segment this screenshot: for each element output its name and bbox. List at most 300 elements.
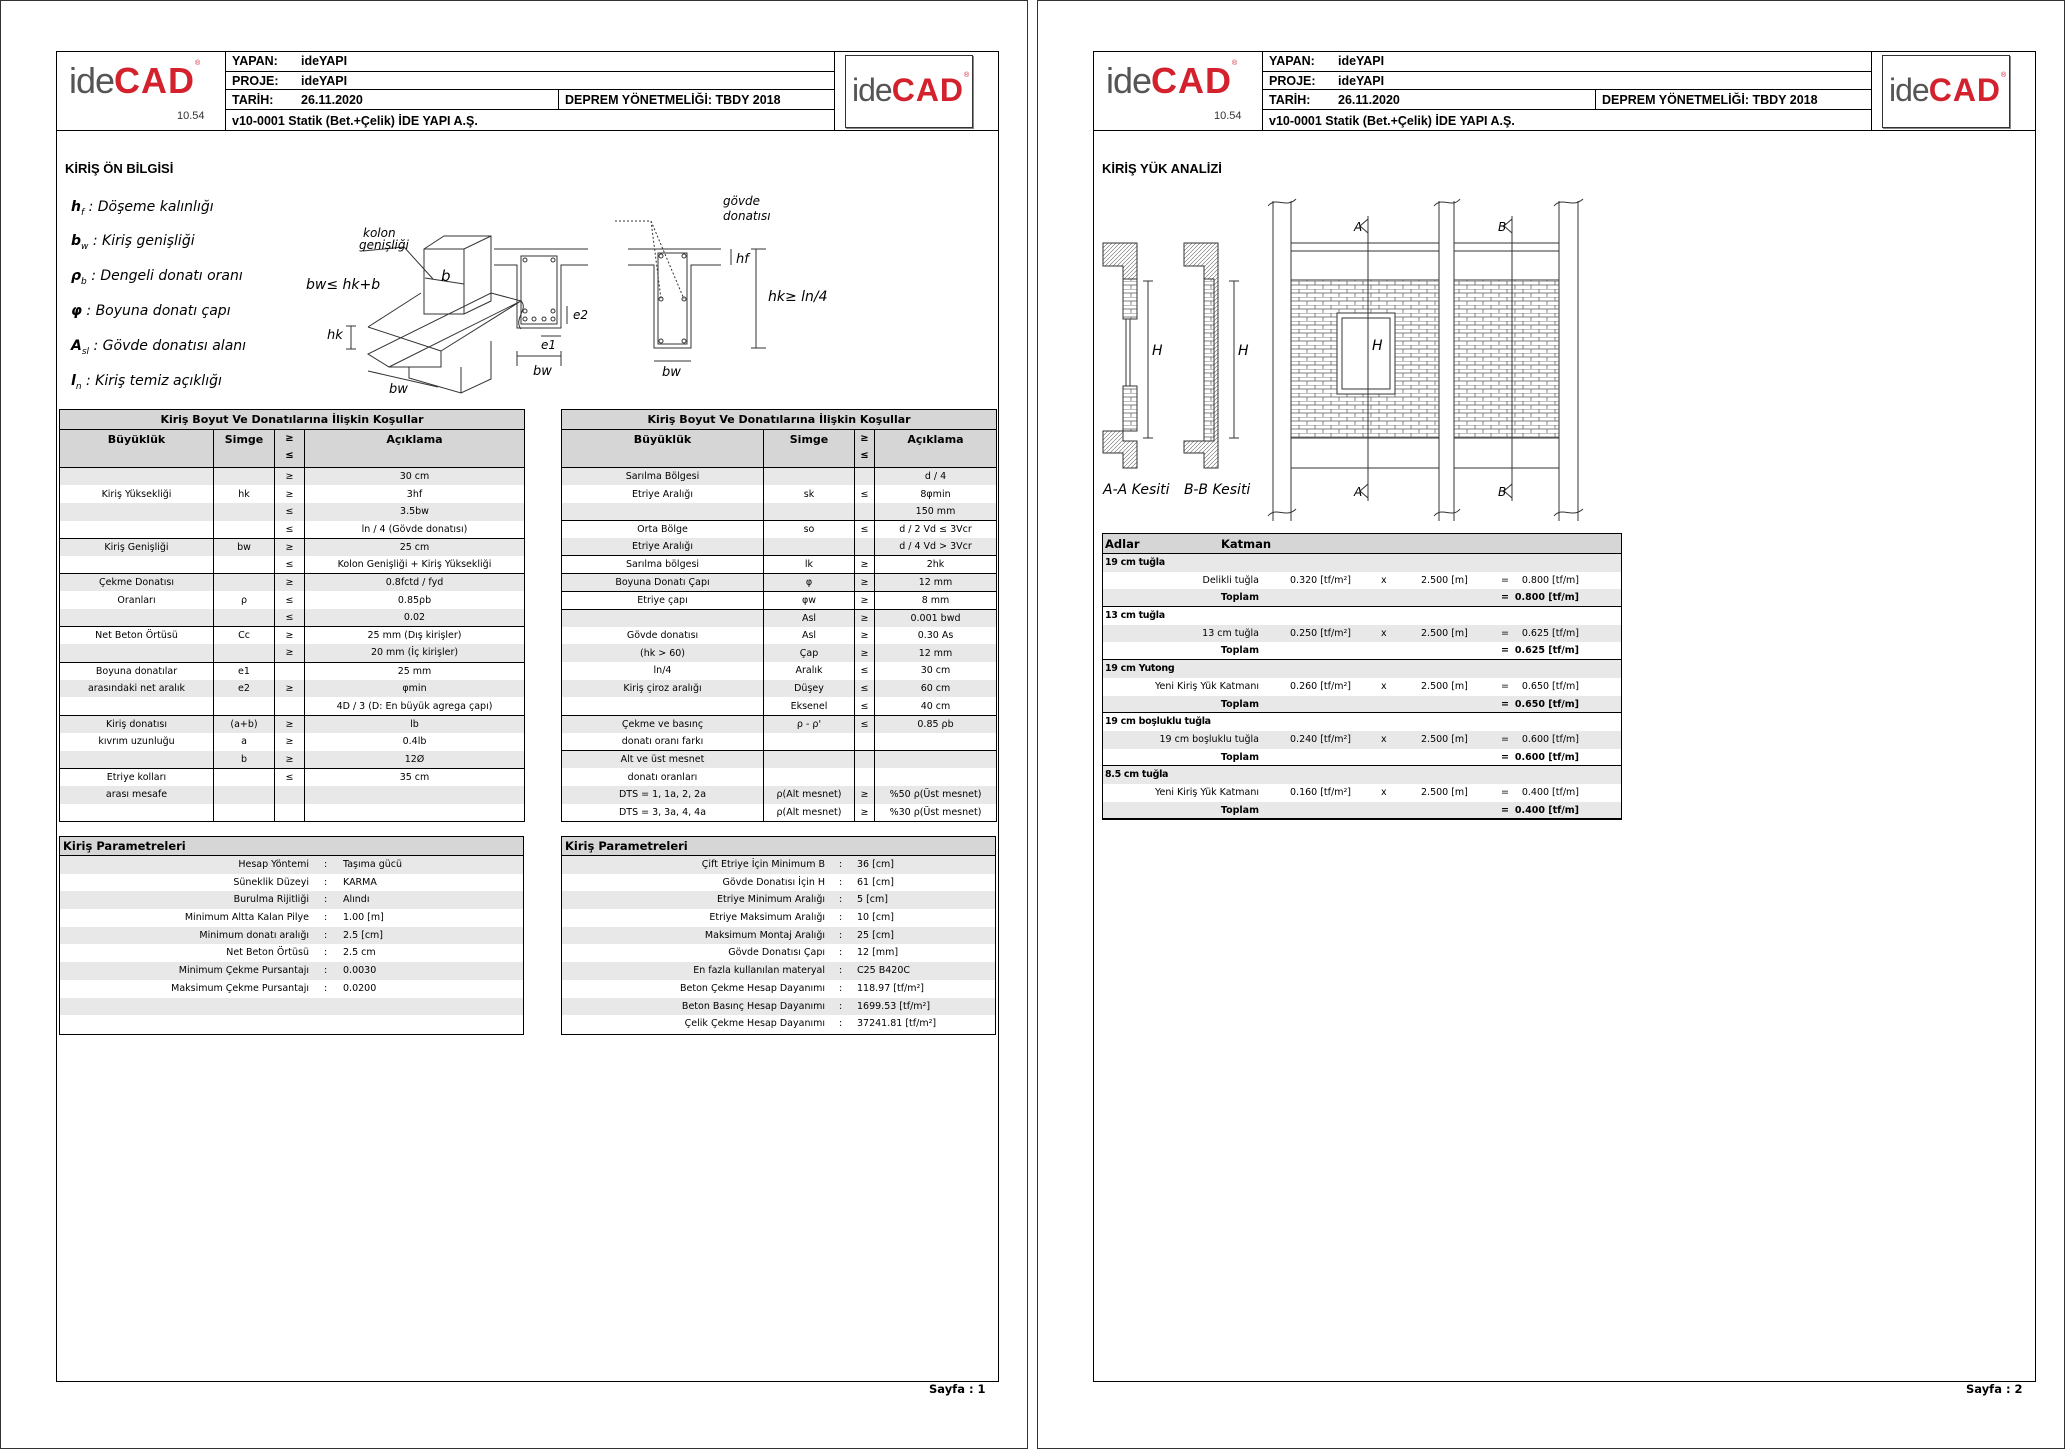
multiply-sign: x: [1381, 733, 1387, 745]
param-colon: :: [324, 965, 328, 977]
multiply-sign: x: [1381, 786, 1387, 798]
cell-quantity: arası mesafe: [60, 786, 214, 804]
cell-quantity: Çekme Donatısı: [60, 574, 214, 592]
cell-description: 8φmin: [875, 485, 997, 503]
param-row: [60, 874, 523, 892]
param-value: 1699.53 [tf/m²]: [857, 1000, 931, 1012]
cell-comparison: [275, 697, 305, 715]
cell-description: 20 mm (İç kirişler): [305, 644, 525, 662]
table-row: [562, 644, 997, 662]
param-row: [562, 874, 995, 892]
cell-description: Kolon Genişliği + Kiriş Yüksekliği: [305, 556, 525, 574]
cell-comparison: ≤: [275, 591, 305, 609]
layer-load: 0.240 [tf/m²]: [1290, 733, 1351, 745]
cell-comparison: ≥: [855, 574, 875, 592]
cell-comparison: ≥: [855, 591, 875, 609]
cell-comparison: [275, 804, 305, 822]
cell-comparison: ≤: [855, 521, 875, 539]
cell-symbol: [214, 768, 275, 786]
param-label: Beton Basınç Hesap Dayanımı: [681, 1000, 825, 1012]
tarih-value: 26.11.2020: [1338, 93, 1400, 107]
param-row: [60, 944, 523, 962]
table-row: [60, 521, 525, 539]
version-line: v10-0001 Statik (Bet.+Çelik) İDE YAPI A.Ş.: [232, 114, 478, 128]
label-a-top: A: [1354, 220, 1363, 234]
load-group-title-row: [1103, 766, 1621, 784]
cell-description: 30 cm: [875, 662, 997, 680]
equals-sign: =: [1501, 733, 1509, 745]
table-row: [60, 644, 525, 662]
yapan-value: ideYAPI: [1338, 54, 1385, 68]
cell-symbol: [214, 468, 275, 486]
label-a-bottom: A: [1354, 485, 1363, 499]
cell-comparison: [855, 538, 875, 556]
table-row: [60, 786, 525, 804]
section-a-a-drawing: [1103, 243, 1153, 468]
param-colon: :: [324, 912, 328, 924]
cell-symbol: a: [214, 733, 275, 751]
layer-result: 0.400 [tf/m]: [1521, 786, 1579, 798]
layer-result: 0.800 [tf/m]: [1521, 574, 1579, 586]
label-govde: gövde: [723, 194, 761, 208]
idecad-logo: ideCAD®: [69, 60, 200, 101]
load-layer-row: [1103, 731, 1621, 749]
total-value: 0.650 [tf/m]: [1514, 698, 1579, 710]
version-line: v10-0001 Statik (Bet.+Çelik) İDE YAPI A.Ş.: [1269, 114, 1515, 128]
cell-symbol: [764, 468, 855, 486]
group-name: 13 cm tuğla: [1105, 610, 1165, 622]
cell-quantity: [60, 556, 214, 574]
cell-comparison: ≤: [275, 556, 305, 574]
label-donatisi: donatısı: [723, 209, 771, 223]
table-row: [562, 538, 997, 556]
load-group-title-row: [1103, 660, 1621, 678]
cell-comparison: ≤: [275, 521, 305, 539]
cell-symbol: Cc: [214, 627, 275, 645]
table-row: [60, 715, 525, 733]
page-1: [0, 0, 1028, 1449]
cell-quantity: arasındaki net aralık: [60, 680, 214, 698]
cell-quantity: Kiriş Genişliği: [60, 538, 214, 556]
cell-quantity: donatı oranları: [562, 768, 764, 786]
cell-comparison: [855, 751, 875, 769]
param-value: 61 [cm]: [857, 876, 894, 888]
cell-description: 0.02: [305, 609, 525, 627]
param-colon: :: [839, 1018, 843, 1030]
param-label: Minimum Altta Kalan Pilye: [184, 912, 309, 924]
total-label: Toplam: [1220, 751, 1259, 763]
cell-description: 12Ø: [305, 751, 525, 769]
cell-description: 40 cm: [875, 697, 997, 715]
table-row: [562, 715, 997, 733]
ge-symbol: ≥: [285, 433, 294, 444]
cell-quantity: DTS = 3, 3a, 4, 4a: [562, 804, 764, 822]
cell-comparison: [855, 733, 875, 751]
cell-symbol: [764, 768, 855, 786]
cell-comparison: [855, 768, 875, 786]
le-symbol: ≤: [860, 450, 869, 461]
param-value: 2.5 cm: [343, 947, 376, 959]
cell-comparison: ≤: [855, 485, 875, 503]
cell-comparison: ≤: [855, 715, 875, 733]
load-layer-row: [1103, 784, 1621, 802]
proje-value: ideYAPI: [1338, 74, 1385, 88]
cell-description: 30 cm: [305, 468, 525, 486]
param-row: [60, 998, 523, 1016]
table-row: [60, 627, 525, 645]
equals-sign: =: [1501, 680, 1509, 692]
cell-description: 35 cm: [305, 768, 525, 786]
param-label: Gövde Donatısı İçin H: [722, 876, 825, 888]
cell-quantity: [562, 503, 764, 521]
param-row: [60, 980, 523, 998]
column-header-row: [60, 430, 525, 468]
legend-item: $\rho_b$ : Dengeli donatı oranı: [71, 268, 243, 287]
cell-quantity: Gövde donatısı: [562, 627, 764, 645]
group-name: 19 cm boşluklu tuğla: [1105, 716, 1211, 728]
table-row: [562, 574, 997, 592]
param-colon: :: [839, 876, 843, 888]
cell-comparison: ≥: [275, 680, 305, 698]
column-header-row: [562, 430, 997, 468]
label-h-window: H: [1372, 338, 1383, 354]
cell-description: 0.85ρb: [305, 591, 525, 609]
cell-description: 150 mm: [875, 503, 997, 521]
param-value: Alındı: [343, 894, 370, 906]
cell-description: 25 cm: [305, 538, 525, 556]
cell-symbol: [214, 786, 275, 804]
param-label: Net Beton Örtüsü: [226, 947, 309, 959]
param-row: [562, 944, 995, 962]
label-aa-section: A-A Kesiti: [1103, 482, 1170, 498]
cell-comparison: ≥: [275, 574, 305, 592]
load-total-row: [1103, 749, 1621, 767]
load-analysis-table: [1102, 533, 1622, 820]
table-title: Kiriş Boyut Ve Donatılarına İlişkin Koşullar: [60, 410, 525, 430]
cell-comparison: ≥: [275, 468, 305, 486]
equals-sign: =: [1501, 698, 1509, 710]
cell-comparison: ≥: [275, 485, 305, 503]
cell-symbol: [214, 556, 275, 574]
cell-description: [875, 768, 997, 786]
equals-sign: =: [1501, 592, 1509, 604]
param-label: Burulma Rijitliği: [233, 894, 309, 906]
col-header-simge: Simge: [764, 430, 855, 468]
cell-symbol: (a+b): [214, 715, 275, 733]
cell-quantity: [60, 521, 214, 539]
cell-symbol: ρ - ρ': [764, 715, 855, 733]
table-row: [562, 609, 997, 627]
equals-sign: =: [1501, 804, 1509, 816]
version-number: 10.54: [177, 110, 205, 122]
table-row: [562, 786, 997, 804]
cell-symbol: Asl: [764, 627, 855, 645]
table-row: [60, 662, 525, 680]
cell-quantity: Boyuna donatılar: [60, 662, 214, 680]
cell-quantity: kıvrım uzunluğu: [60, 733, 214, 751]
cell-quantity: Net Beton Örtüsü: [60, 627, 214, 645]
table-row: [562, 627, 997, 645]
legend-item: φ : Boyuna donatı çapı: [71, 303, 231, 319]
table-row: [60, 538, 525, 556]
param-value: 1.00 [m]: [343, 912, 384, 924]
t-section-drawing: [615, 221, 766, 361]
label-b: b: [441, 267, 451, 285]
cell-symbol: hk: [214, 485, 275, 503]
table-row: [562, 680, 997, 698]
param-value: 10 [cm]: [857, 912, 894, 924]
table-row: [562, 521, 997, 539]
section-b-b-drawing: [1184, 243, 1239, 468]
proje-label: PROJE:: [1269, 74, 1316, 88]
cell-description: 0.85 ρb: [875, 715, 997, 733]
param-colon: :: [839, 982, 843, 994]
layer-height: 2.500 [m]: [1421, 680, 1468, 692]
param-value: 5 [cm]: [857, 894, 888, 906]
label-e2: e2: [573, 308, 589, 322]
param-label: Etriye Maksimum Aralığı: [709, 912, 825, 924]
cell-comparison: [855, 503, 875, 521]
param-label: Maksimum Çekme Pursantajı: [171, 982, 309, 994]
group-name: 8.5 cm tuğla: [1105, 769, 1169, 781]
label-hk: hk: [327, 328, 343, 343]
cell-description: 2hk: [875, 556, 997, 574]
cell-comparison: ≥: [275, 538, 305, 556]
param-value: 0.0200: [343, 982, 377, 994]
cell-symbol: [764, 751, 855, 769]
col-header-aciklama: Açıklama: [875, 430, 997, 468]
cell-description: 3.5bw: [305, 503, 525, 521]
equals-sign: =: [1501, 786, 1509, 798]
param-value: 37241.81 [tf/m²]: [857, 1018, 937, 1030]
total-value: 0.400 [tf/m]: [1514, 804, 1579, 816]
cell-description: d / 2 Vd ≤ 3Vcr: [875, 521, 997, 539]
table-title: Kiriş Boyut Ve Donatılarına İlişkin Koşullar: [562, 410, 997, 430]
idecad-logo: ideCAD®: [1106, 60, 1237, 101]
layer-load: 0.250 [tf/m²]: [1290, 627, 1351, 639]
param-label: Minimum Çekme Pursantajı: [178, 965, 309, 977]
param-label: Beton Çekme Hesap Dayanımı: [680, 982, 825, 994]
cell-symbol: Düşey: [764, 680, 855, 698]
cell-description: [305, 786, 525, 804]
cell-symbol: ρ(Alt mesnet): [764, 804, 855, 822]
cell-quantity: Kiriş donatısı: [60, 715, 214, 733]
load-layer-row: [1103, 625, 1621, 643]
multiply-sign: x: [1381, 574, 1387, 586]
layer-height: 2.500 [m]: [1421, 786, 1468, 798]
cell-symbol: [764, 503, 855, 521]
cell-description: 3hf: [305, 485, 525, 503]
layer-name: Yeni Kiriş Yük Katmanı: [1154, 786, 1259, 798]
page-number: Sayfa : 1: [929, 1382, 986, 1396]
beam-diagrams: [1, 1, 1029, 421]
param-label: Süneklik Düzeyi: [233, 876, 309, 888]
cell-quantity: [60, 503, 214, 521]
param-colon: :: [839, 947, 843, 959]
beam-isometric-drawing: [346, 236, 523, 393]
cell-comparison: ≤: [855, 680, 875, 698]
cell-comparison: ≤: [275, 503, 305, 521]
load-total-row: [1103, 802, 1621, 820]
param-row: [562, 891, 995, 909]
cell-symbol: lk: [764, 556, 855, 574]
cell-symbol: so: [764, 521, 855, 539]
yapan-value: ideYAPI: [301, 54, 348, 68]
equals-sign: =: [1501, 645, 1509, 657]
table-row: [562, 804, 997, 822]
load-layer-row: [1103, 678, 1621, 696]
cell-quantity: Etriye Aralığı: [562, 538, 764, 556]
equals-sign: =: [1501, 751, 1509, 763]
cell-comparison: ≥: [855, 786, 875, 804]
group-name: 19 cm tuğla: [1105, 557, 1165, 568]
tarih-label: TARİH:: [232, 93, 274, 107]
layer-height: 2.500 [m]: [1421, 574, 1468, 586]
layer-height: 2.500 [m]: [1421, 733, 1468, 745]
label-kolon: kolon: [363, 226, 396, 240]
param-colon: :: [324, 982, 328, 994]
param-label: Çelik Çekme Hesap Dayanımı: [684, 1018, 825, 1030]
cell-comparison: ≥: [275, 751, 305, 769]
cell-description: 0.4lb: [305, 733, 525, 751]
cell-symbol: φ: [764, 574, 855, 592]
param-value: 12 [mm]: [857, 947, 899, 959]
param-row: [60, 962, 523, 980]
cell-symbol: φw: [764, 591, 855, 609]
cell-description: 0.30 As: [875, 627, 997, 645]
deprem-yonetmeligi: DEPREM YÖNETMELİĞİ: TBDY 2018: [558, 90, 781, 109]
layer-load: 0.260 [tf/m²]: [1290, 680, 1351, 692]
cell-symbol: e2: [214, 680, 275, 698]
table-row: [562, 768, 997, 786]
cell-quantity: [60, 751, 214, 769]
table-row: [60, 574, 525, 592]
table-row: [562, 485, 997, 503]
total-value: 0.625 [tf/m]: [1514, 645, 1579, 657]
cell-comparison: ≥: [855, 556, 875, 574]
cell-symbol: ρ: [214, 591, 275, 609]
table-row: [60, 680, 525, 698]
cell-symbol: ρ(Alt mesnet): [764, 786, 855, 804]
page-number: Sayfa : 2: [1966, 1382, 2023, 1396]
cell-comparison: ≥: [855, 627, 875, 645]
cell-description: 12 mm: [875, 644, 997, 662]
layer-result: 0.625 [tf/m]: [1521, 627, 1579, 639]
cell-quantity: Boyuna Donatı Çapı: [562, 574, 764, 592]
cell-comparison: ≥: [855, 804, 875, 822]
param-row: [60, 891, 523, 909]
col-header-comparison: [275, 430, 305, 468]
table-row: [60, 751, 525, 769]
param-row: [562, 998, 995, 1016]
cell-quantity: Orta Bölge: [562, 521, 764, 539]
param-value: 118.97 [tf/m²]: [857, 982, 925, 994]
load-table-header: [1103, 534, 1621, 554]
tarih-value: 26.11.2020: [301, 93, 363, 107]
param-row: [562, 962, 995, 980]
total-label: Toplam: [1220, 698, 1259, 710]
cell-symbol: [214, 521, 275, 539]
label-genisligi: genişliği: [359, 238, 409, 252]
table-row: [562, 503, 997, 521]
cell-description: 60 cm: [875, 680, 997, 698]
proje-label: PROJE:: [232, 74, 279, 88]
frame-elevation-drawing: [1268, 199, 1583, 521]
layer-load: 0.320 [tf/m²]: [1290, 574, 1351, 586]
param-row: [60, 856, 523, 874]
total-value: 0.800 [tf/m]: [1514, 592, 1579, 604]
label-e1: e1: [541, 338, 557, 352]
label-bw-section: bw: [533, 364, 552, 379]
cell-symbol: [214, 609, 275, 627]
total-label: Toplam: [1220, 804, 1259, 816]
cell-description: [875, 733, 997, 751]
label-hf: hf: [736, 252, 749, 267]
cell-symbol: sk: [764, 485, 855, 503]
param-colon: :: [324, 859, 328, 870]
param-row: [562, 909, 995, 927]
ge-symbol: ≥: [860, 433, 869, 444]
cell-quantity: DTS = 1, 1a, 2, 2a: [562, 786, 764, 804]
cell-quantity: [60, 644, 214, 662]
cell-comparison: ≤: [275, 609, 305, 627]
cell-symbol: Asl: [764, 609, 855, 627]
cell-comparison: ≤: [275, 768, 305, 786]
load-group-title-row: [1103, 713, 1621, 731]
conditions-table: [59, 409, 525, 822]
equals-sign: =: [1501, 627, 1509, 639]
total-value: 0.600 [tf/m]: [1514, 751, 1579, 763]
param-value: 2.5 [cm]: [343, 929, 384, 941]
cell-description: 25 mm: [305, 662, 525, 680]
multiply-sign: x: [1381, 680, 1387, 692]
cell-description: 8 mm: [875, 591, 997, 609]
col-header-aciklama: Açıklama: [305, 430, 525, 468]
col-header-comparison: [855, 430, 875, 468]
legend-item: $h_f$ : Döşeme kalınlığı: [71, 199, 214, 218]
cell-description: %50 ρ(Üst mesnet): [875, 786, 997, 804]
legend-item: $l_n$ : Kiriş temiz açıklığı: [71, 373, 222, 392]
table-row: [60, 768, 525, 786]
layer-height: 2.500 [m]: [1421, 627, 1468, 639]
param-colon: :: [324, 947, 328, 959]
layer-name: 13 cm tuğla: [1202, 627, 1259, 639]
cell-quantity: Sarılma Bölgesi: [562, 468, 764, 486]
cell-description: 25 mm (Dış kirişler): [305, 627, 525, 645]
cell-description: lb: [305, 715, 525, 733]
label-h: H: [1238, 343, 1249, 359]
cell-description: d / 4: [875, 468, 997, 486]
param-label: Hesap Yöntemi: [238, 859, 309, 870]
param-row: [60, 1015, 523, 1033]
total-label: Toplam: [1220, 592, 1259, 604]
param-colon: :: [324, 876, 328, 888]
table-row: [60, 591, 525, 609]
layer-name: 19 cm boşluklu tuğla: [1159, 733, 1259, 745]
label-h: H: [1152, 343, 1163, 359]
idecad-logo-small: ideCAD®: [852, 72, 969, 108]
cell-quantity: Etriye çapı: [562, 591, 764, 609]
cell-comparison: ≥: [275, 627, 305, 645]
label-bw-tsection: bw: [662, 365, 681, 380]
cell-symbol: [214, 804, 275, 822]
label-b-top: B: [1498, 220, 1507, 234]
cell-symbol: [214, 644, 275, 662]
param-row: [562, 856, 995, 874]
param-colon: :: [839, 859, 843, 870]
col-header-buyukluk: Büyüklük: [60, 430, 214, 468]
load-total-row: [1103, 642, 1621, 660]
